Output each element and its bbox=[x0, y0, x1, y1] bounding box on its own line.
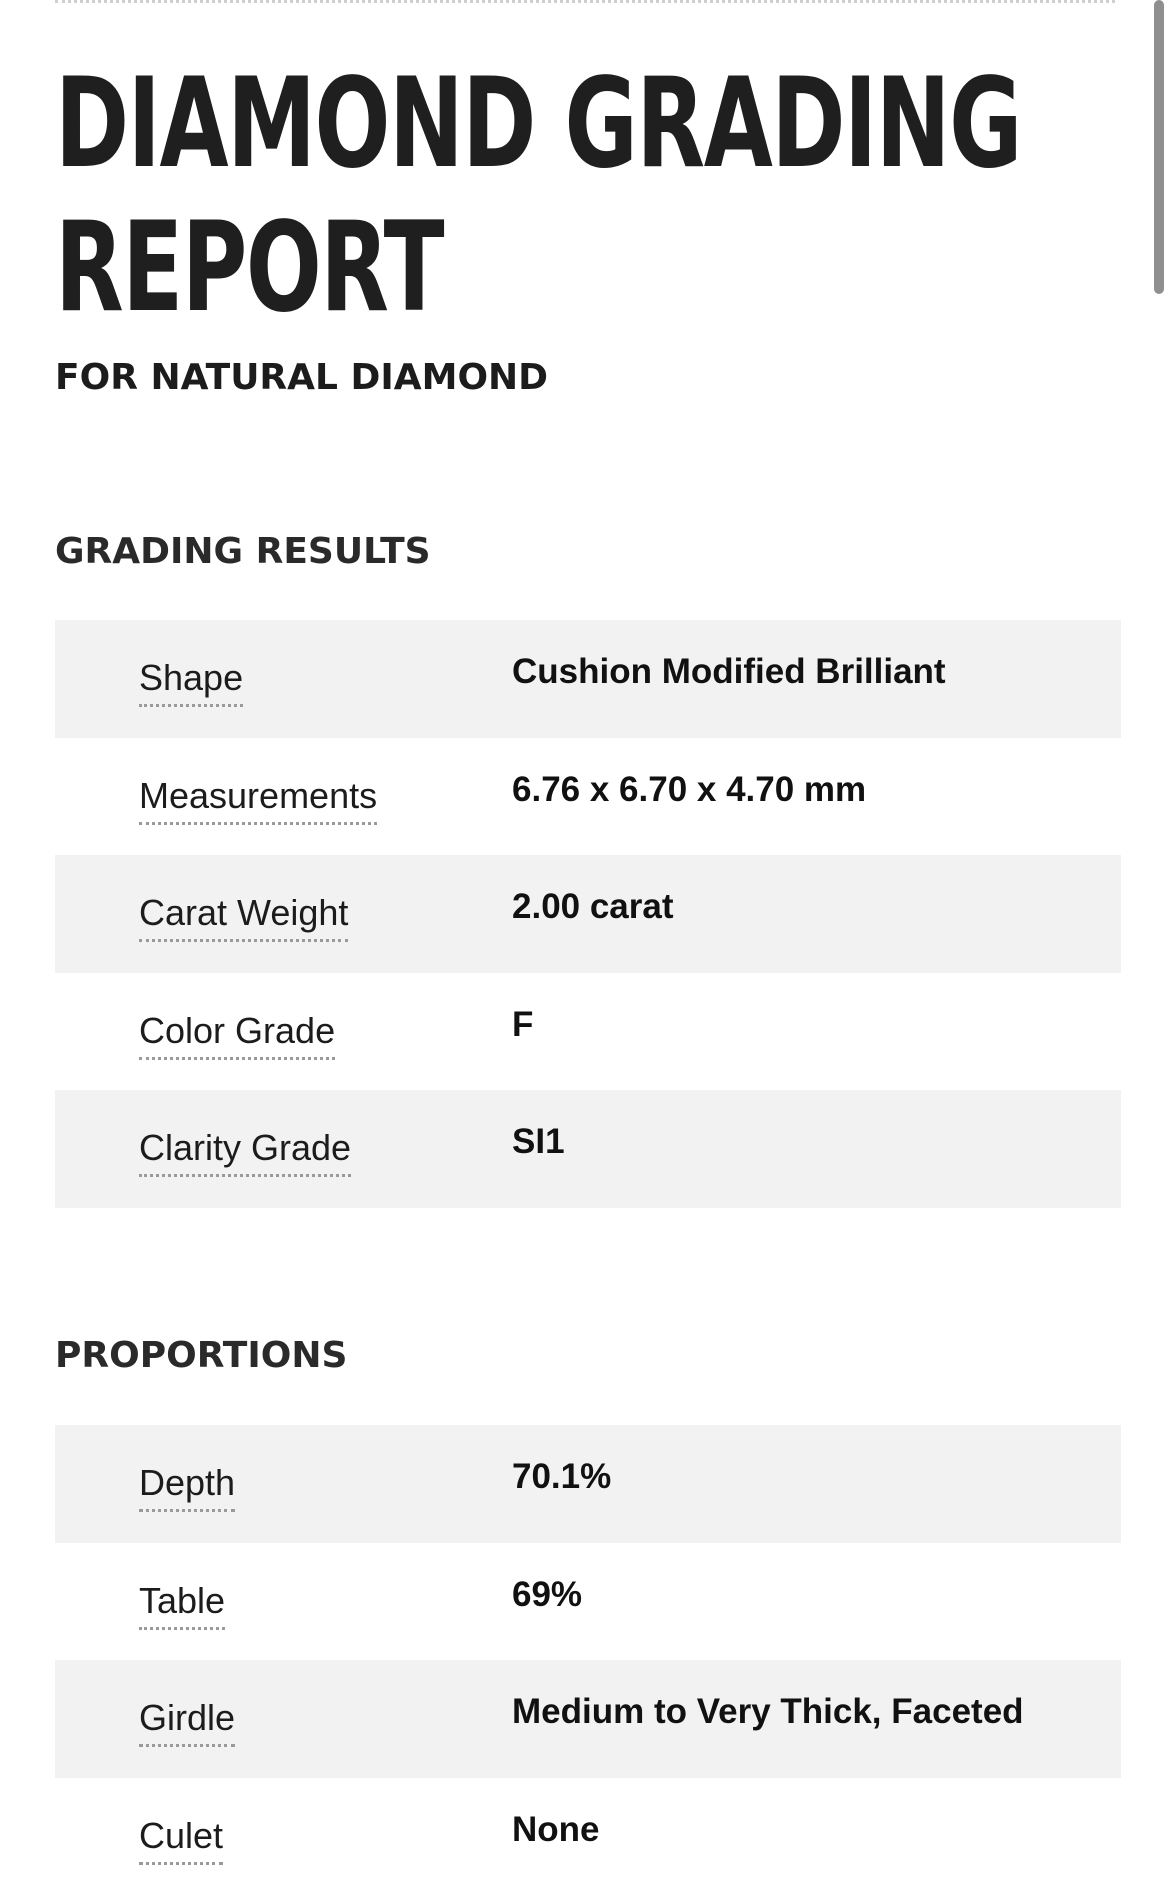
clarity-grade-value: SI1 bbox=[512, 1122, 565, 1162]
carat-weight-value: 2.00 carat bbox=[512, 887, 674, 927]
report-title-line-2: REPORT bbox=[55, 196, 444, 340]
proportions-row-culet bbox=[55, 1778, 1121, 1895]
grading-results-heading: GRADING RESULTS bbox=[55, 531, 431, 572]
proportions-row-girdle bbox=[55, 1660, 1121, 1778]
measurements-label[interactable]: Measurements bbox=[139, 774, 377, 825]
grading-row-carat-weight bbox=[55, 855, 1121, 973]
shape-label[interactable]: Shape bbox=[139, 656, 243, 707]
grading-results-table bbox=[55, 620, 1121, 1208]
clarity-grade-label[interactable]: Clarity Grade bbox=[139, 1126, 351, 1177]
table-value: 69% bbox=[512, 1574, 583, 1614]
culet-value: None bbox=[512, 1809, 600, 1849]
grading-row-color-grade bbox=[55, 973, 1121, 1091]
carat-weight-label[interactable]: Carat Weight bbox=[139, 891, 348, 942]
girdle-label[interactable]: Girdle bbox=[139, 1696, 235, 1747]
color-grade-label[interactable]: Color Grade bbox=[139, 1009, 335, 1060]
proportions-row-depth bbox=[55, 1425, 1121, 1543]
report-title-line-1: DIAMOND GRADING bbox=[55, 52, 1021, 196]
grading-row-shape bbox=[55, 620, 1121, 738]
report-subtitle: FOR NATURAL DIAMOND bbox=[55, 357, 549, 398]
color-grade-value: F bbox=[512, 1004, 534, 1044]
top-dotted-divider bbox=[55, 0, 1115, 3]
grading-row-clarity-grade bbox=[55, 1090, 1121, 1208]
grading-row-measurements bbox=[55, 738, 1121, 856]
shape-value: Cushion Modified Brilliant bbox=[512, 652, 946, 691]
girdle-value: Medium to Very Thick, Faceted bbox=[512, 1692, 1024, 1732]
report-title bbox=[55, 52, 1063, 340]
depth-value: 70.1% bbox=[512, 1457, 612, 1496]
proportions-row-table bbox=[55, 1543, 1121, 1661]
measurements-value: 6.76 x 6.70 x 4.70 mm bbox=[512, 769, 867, 809]
culet-label[interactable]: Culet bbox=[139, 1814, 223, 1865]
proportions-table bbox=[55, 1425, 1121, 1895]
page-scrollbar[interactable] bbox=[1154, 0, 1164, 294]
proportions-heading: PROPORTIONS bbox=[55, 1335, 348, 1376]
depth-label[interactable]: Depth bbox=[139, 1461, 235, 1512]
table-label[interactable]: Table bbox=[139, 1579, 225, 1630]
